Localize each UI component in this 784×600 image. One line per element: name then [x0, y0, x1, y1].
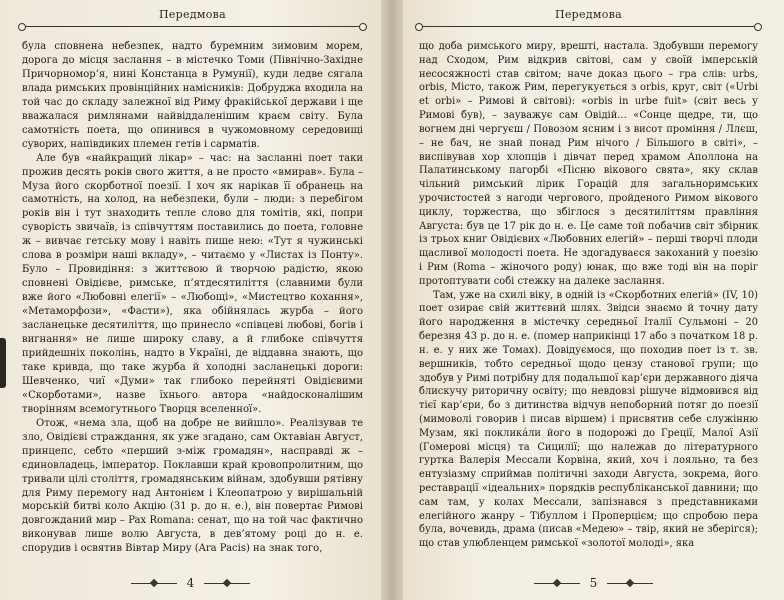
left-paragraph-3: Отож, «нема зла, щоб на добре не вийшло». Реалізував те зло, Овідієві страждання, як уже згадано, сам Октавіан Август, принцепс, себто «перший з-між громадян», насправді ж – єдиновладець, імператор. Поклавши край кровопролитним, що тривали цілі століття, громадянським війнам, здобувши рятівну для Риму перемогу над Антонієм і Клеопатрою у вирішальній морській битві коло Акцію (31 р. до н. е.), він повертає Римові довгожданий мир – Pax Romana: сенат, що на той час фактично виконував лише волю Августа, в дев’ятому році до н. е. спорудив і освятив Вівтар Миру (Ara Pacis) на знак того,	[22, 417, 363, 555]
left-running-title: Передмова	[158, 8, 227, 21]
right-page-number: 5	[589, 576, 598, 590]
left-ornament-icon	[131, 580, 177, 588]
right-page-text	[419, 40, 758, 551]
right-page	[403, 0, 784, 600]
right-paragraph-2: Там, уже на схилі віку, в одній із «Скорботних елегій» (IV, 10) поет озирає свій життєвий шлях. Звідси знаємо й точну дату його народження в містечку середньої Італії Сульмоні – 20 березня 43 р. до н. е. (помер наприкінці 17 або з початком 18 р. н. е. у них же Томах). Довідуємося, що походив поет із т. зв. вершників, тобто середньої щодо цензу станової групи; що здобув у Римі потрібну для подальшої кар’єри державного діяча блискучу риторичну освіту; що невдовзі рішуче відмовився від тієї кар’єри, бо з дитинства відчув непоборний потяг до поезії (мимоволі говорив і писав віршем) і присвятив себе служінню Музам, які поклика́ли його в подорожі до Греції, Малої Азії (Гомерові місця) та Сицилії; що належав до літературного гуртка Валерія Мессали Корвіна, який, хоч і лояльно, та без ентузіазму сприймав політичні заходи Августа, зокрема, його реставрації «ідеальних» порядків республіканської давнини; що сам там, у колах Мессали, запізнався з представниками елегійного жанру – Тібуллом і Проперцієм; що спробою пера була, вочевидь, драма (писав «Медею» – твір, який не зберігся); що став улюбленцем римської «золотої молоді», яка	[419, 289, 758, 550]
right-running-title: Передмова	[554, 8, 623, 21]
left-page-text	[22, 40, 363, 556]
left-header-rule	[22, 26, 363, 27]
left-paragraph-2: Але був «найкращий лікар» – час: на засланні поет таки прожив десять років свого життя, а не просто «вмирав». Була – Муза його скорботної поезії. І хоч як нарікав її обранець на самотність, на холод, на небезпеки, були – люди: з перебігом років він і тут знаходить тепле слово для томітів, які, попри суворість звичаїв, із співчуттям поставились до поета, головне ж – вивчає гетську мову і навіть пише нею: «Тут я чужинські слова в розміри наші вкладу», – читаємо у «Листах із Понту». Було – Провидіння: з життєвою й творчою радістю, якою сповнені Овідієве, римське, п’ятдесятиліття (славними були вже його «Любовні елегії» – «Любощі», «Мистецтво кохання», «Метаморфози», «Фасти»), яка обійнялась журба – його засланецьке десятиліття, що принесло «співцеві любові, богів і вигнання» не лише широку славу, а й глибоке співчуття прийдешніх поколінь, надто в Україні, де віддавна знають, що таке кривда, що таке журба й холодні засланецькі дороги: Шевченко, чиї «Думи» так глибоко перейняті Овідієвими «Скорботами», назве їхнього автора «найдосконалішим творінням всемогутнього Творця вселенної».	[22, 152, 363, 415]
right-page-footer	[403, 576, 784, 590]
book-gutter	[381, 0, 403, 600]
left-paragraph-1: була сповнена небезпек, надто буремним зимовим морем, дорога до місця заслання – в містечко Томи (Північно-Західне Причорномор’я, нині Констанца в Румунії), куди ледве сягала влада римських провінційних намісників: Добруджа входила на той час до складу залежної від Риму фракійської держави і ще вважалася римлянами найвіддаленішим краєм світу. Була самотність поета, що опинився в чужомовному середовищі суворих, напівдиких племен гетів і сарматів.	[22, 41, 363, 150]
left-page	[0, 0, 381, 600]
right-header-rule	[419, 26, 758, 27]
left-ornament-icon	[204, 580, 250, 588]
right-ornament-icon	[534, 580, 580, 588]
left-page-header	[22, 8, 363, 26]
right-ornament-icon	[607, 580, 653, 588]
left-page-number: 4	[186, 576, 195, 590]
page-edge-tab	[0, 338, 6, 388]
right-paragraph-1: що доба римського миру, врешті, настала. Здобувши перемогу над Сходом, Рим відкрив світові, сам у своїй імперській несосяжності став світом; наче доказ цього – гра слів: urbs, orbis, Місто, також Рим, перегукується з orbis, круг, світ («Urbi et orbi» – Римові й світові): «orbis in urbe fuit» (світ весь у Римові був), – зауважує сам Овідій... «Сонце щедре, ти, що вогнем дні чергуєш / Повозом ясним і з висот проміння / Ллєш, – не бач, не знай понад Рим нічого / Більшого в світі», – виспівував хор хлопців і дівчат перед храмом Аполлона на Палатинському пагорбі «Пісню вікового свята», яку склав чільний римський лірик Горацій для загальноримських урочистостей з нагоди чергового, пройденого Римом вікового циклу, торжества, що збіглося з десятиліттям правління Августа: був це 17 рік до н. е. Це саме той побачив світ збірник із трьох книг Овідієвих «Любовних елегій» – перші творчі плоди щасливої молодості поета. Не здогадуваєся закоханий у поезію і Рим (Roma – жіночого роду) юнак, що вже тоді він на поріг протоптувати собі стежку на далеке заслання.	[419, 41, 758, 287]
left-page-footer	[0, 576, 381, 590]
right-page-header	[419, 8, 758, 26]
